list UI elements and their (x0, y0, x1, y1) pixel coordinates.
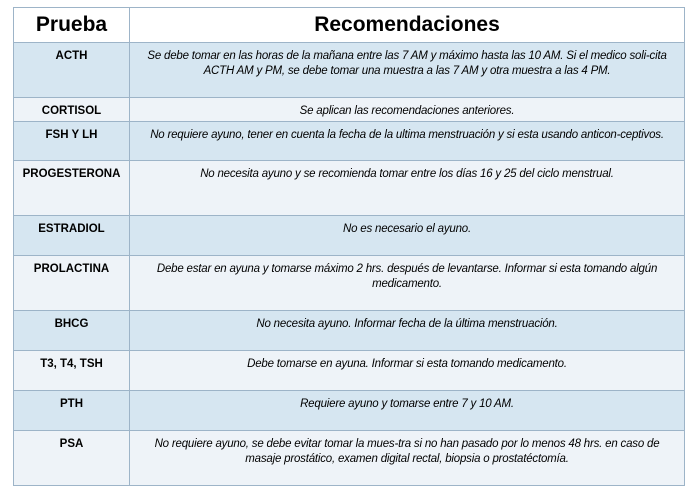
recommendation-text: Debe tomarse en ayuna. Informar si esta tomando medicamento. (130, 351, 685, 391)
recommendation-text: No requiere ayuno, se debe evitar tomar la mues-tra si no han pasado por lo menos 48 hrs. en caso de masaje prostático, examen digital rectal, biopsia o prostatéctomía. (130, 431, 685, 486)
table-row (14, 216, 685, 256)
table-row (14, 122, 685, 161)
recommendation-text: No requiere ayuno, tener en cuenta la fecha de la ultima menstruación y si esta usando anticon-ceptivos. (130, 122, 685, 161)
header-recommendations: Recomendaciones (130, 8, 685, 43)
table-row (14, 391, 685, 431)
table-row (14, 431, 685, 486)
recommendation-text: Se debe tomar en las horas de la mañana entre las 7 AM y máximo hasta las 10 AM. Si el medico soli-cita ACTH AM y PM, se debe tomar una muestra a las 7 AM y otra muestra a las 4 PM. (130, 43, 685, 98)
recommendation-text: No es necesario el ayuno. (130, 216, 685, 256)
test-name: PROGESTERONA (14, 161, 130, 216)
header-row (14, 8, 685, 43)
table-row (14, 98, 685, 122)
recommendation-text: No necesita ayuno. Informar fecha de la última menstruación. (130, 311, 685, 351)
recommendations-table (13, 7, 685, 486)
test-name: ACTH (14, 43, 130, 98)
table-row (14, 311, 685, 351)
recommendation-text: No necesita ayuno y se recomienda tomar entre los días 16 y 25 del ciclo menstrual. (130, 161, 685, 216)
table-row (14, 161, 685, 216)
recommendations-table-container (13, 7, 684, 486)
test-name: PROLACTINA (14, 256, 130, 311)
recommendation-text: Se aplican las recomendaciones anteriores. (130, 98, 685, 122)
table-row (14, 43, 685, 98)
table-row (14, 256, 685, 311)
test-name: PSA (14, 431, 130, 486)
test-name: CORTISOL (14, 98, 130, 122)
test-name: BHCG (14, 311, 130, 351)
recommendation-text: Debe estar en ayuna y tomarse máximo 2 hrs. después de levantarse. Informar si esta tomando algún medicamento. (130, 256, 685, 311)
recommendation-text: Requiere ayuno y tomarse entre 7 y 10 AM. (130, 391, 685, 431)
test-name: T3, T4, TSH (14, 351, 130, 391)
test-name: PTH (14, 391, 130, 431)
test-name: FSH Y LH (14, 122, 130, 161)
table-row (14, 351, 685, 391)
header-test: Prueba (14, 8, 130, 43)
test-name: ESTRADIOL (14, 216, 130, 256)
